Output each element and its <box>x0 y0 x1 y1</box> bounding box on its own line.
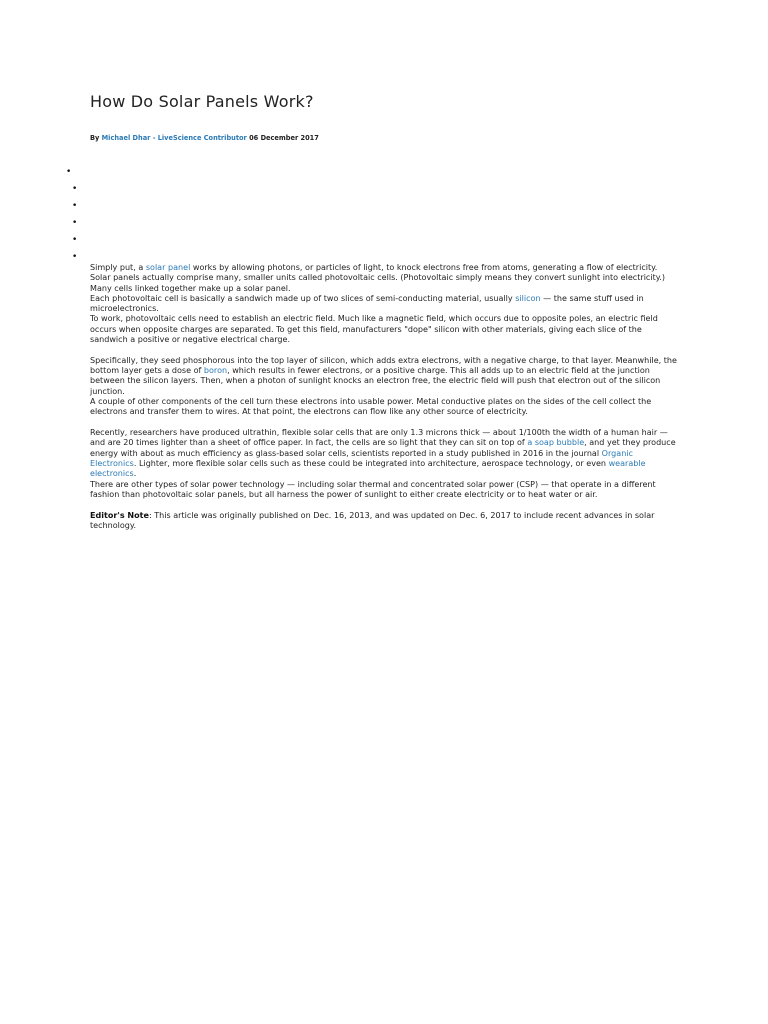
inline-link[interactable]: silicon <box>515 293 541 303</box>
paragraph-text: works by allowing photons, or particles of light, to knock electrons free from atoms, generating a flow of electricity. Solar panels actually comprise many, smaller units called photovoltaic cells. (Photovoltaic simply means they convert sunlight into electricity.) Many cells linked together make up a solar panel. <box>90 263 666 293</box>
inline-link[interactable]: Organic Electronics <box>90 448 633 469</box>
article-paragraph <box>90 480 680 501</box>
inline-link[interactable]: boron <box>203 366 228 376</box>
bullet-item[interactable]: • <box>72 218 78 228</box>
paragraph-text: : This article was originally published on Dec. 16, 2013, and was updated on Dec. 6, 2017 to include recent advances in solar technology. <box>90 510 655 531</box>
paragraph-text: , and yet they produce energy with about as much efficiency as glass-based solar cells, scientists reported in a study published in 2016 in the journal <box>90 438 676 458</box>
article-paragraph <box>90 263 680 294</box>
inline-link[interactable]: wearable electronics <box>90 459 646 479</box>
author-link[interactable]: Michael Dhar - LiveScience Contributor <box>101 134 247 142</box>
bullet-item[interactable]: • <box>66 167 72 177</box>
bullet-item[interactable]: • <box>72 184 78 194</box>
inline-link[interactable]: solar panel <box>145 263 191 272</box>
byline <box>90 134 319 142</box>
paragraph-text: Specifically, they seed phosphorous into the top layer of silicon, which adds extra electrons, with a negative charge, to that layer. Meanwhile, the bottom layer gets a dose of <box>90 355 677 376</box>
bullet-item[interactable]: • <box>72 201 78 211</box>
article-paragraph <box>90 428 680 479</box>
page-title: How Do Solar Panels Work? <box>90 92 314 111</box>
paragraph-text: , which results in fewer electrons, or a positive charge. This all adds up to an electric field at the junction between the silicon layers. Then, when a photon of sunlight knocks an electron free, the electric field will push that electron out of the silicon junction. <box>90 366 661 396</box>
article-paragraph <box>90 294 680 315</box>
paragraph-text: Each photovoltaic cell is basically a sandwich made up of two slices of semi-conducting material, usually <box>90 293 516 303</box>
byline-prefix: By <box>90 134 100 142</box>
publish-date: 06 December 2017 <box>249 134 319 142</box>
paragraph-text: — the same stuff used in microelectronics. <box>90 293 644 314</box>
article-paragraph <box>90 397 680 418</box>
editors-note-label: Editor's Note <box>90 510 149 520</box>
paragraph-text: To work, photovoltaic cells need to establish an electric field. Much like a magnetic field, which occurs due to opposite poles, an electric field occurs when opposite charges are separated. To get this field, manufacturers "dope" silicon with other materials, giving each slice of the sandwich a positive or negative electrical charge. <box>90 314 658 345</box>
paragraph-text: . Lighter, more flexible solar cells such as these could be integrated into architecture, aerospace technology, or even <box>133 459 609 469</box>
article-body <box>90 263 680 531</box>
paragraph-text: . <box>133 469 137 479</box>
paragraph-text: Recently, researchers have produced ultrathin, flexible solar cells that are only 1.3 microns thick — about 1/100th the width of a human hair — and are 20 times lighter than a sheet of office paper. In fact, the cells are so light that they can sit on top of <box>90 428 668 448</box>
paragraph-text: Simply put, a <box>90 263 146 272</box>
inline-link[interactable]: a soap bubble <box>527 438 585 448</box>
paragraph-text: A couple of other components of the cell turn these electrons into usable power. Metal conductive plates on the sides of the cell collect the electrons and transfer them to wires. At that point, the electrons can flow like any other source of electricity. <box>90 397 652 417</box>
article-paragraph <box>90 356 680 397</box>
article-paragraph <box>90 511 680 532</box>
article-paragraph <box>90 314 680 345</box>
bullet-item[interactable]: • <box>72 235 78 245</box>
paragraph-text: There are other types of solar power technology — including solar thermal and concentrated solar power (CSP) — that operate in a different fashion than photovoltaic solar panels, but all harness the power of sunlight to either create electricity or to heat water or air. <box>90 479 656 499</box>
bullet-item[interactable]: • <box>72 252 78 262</box>
